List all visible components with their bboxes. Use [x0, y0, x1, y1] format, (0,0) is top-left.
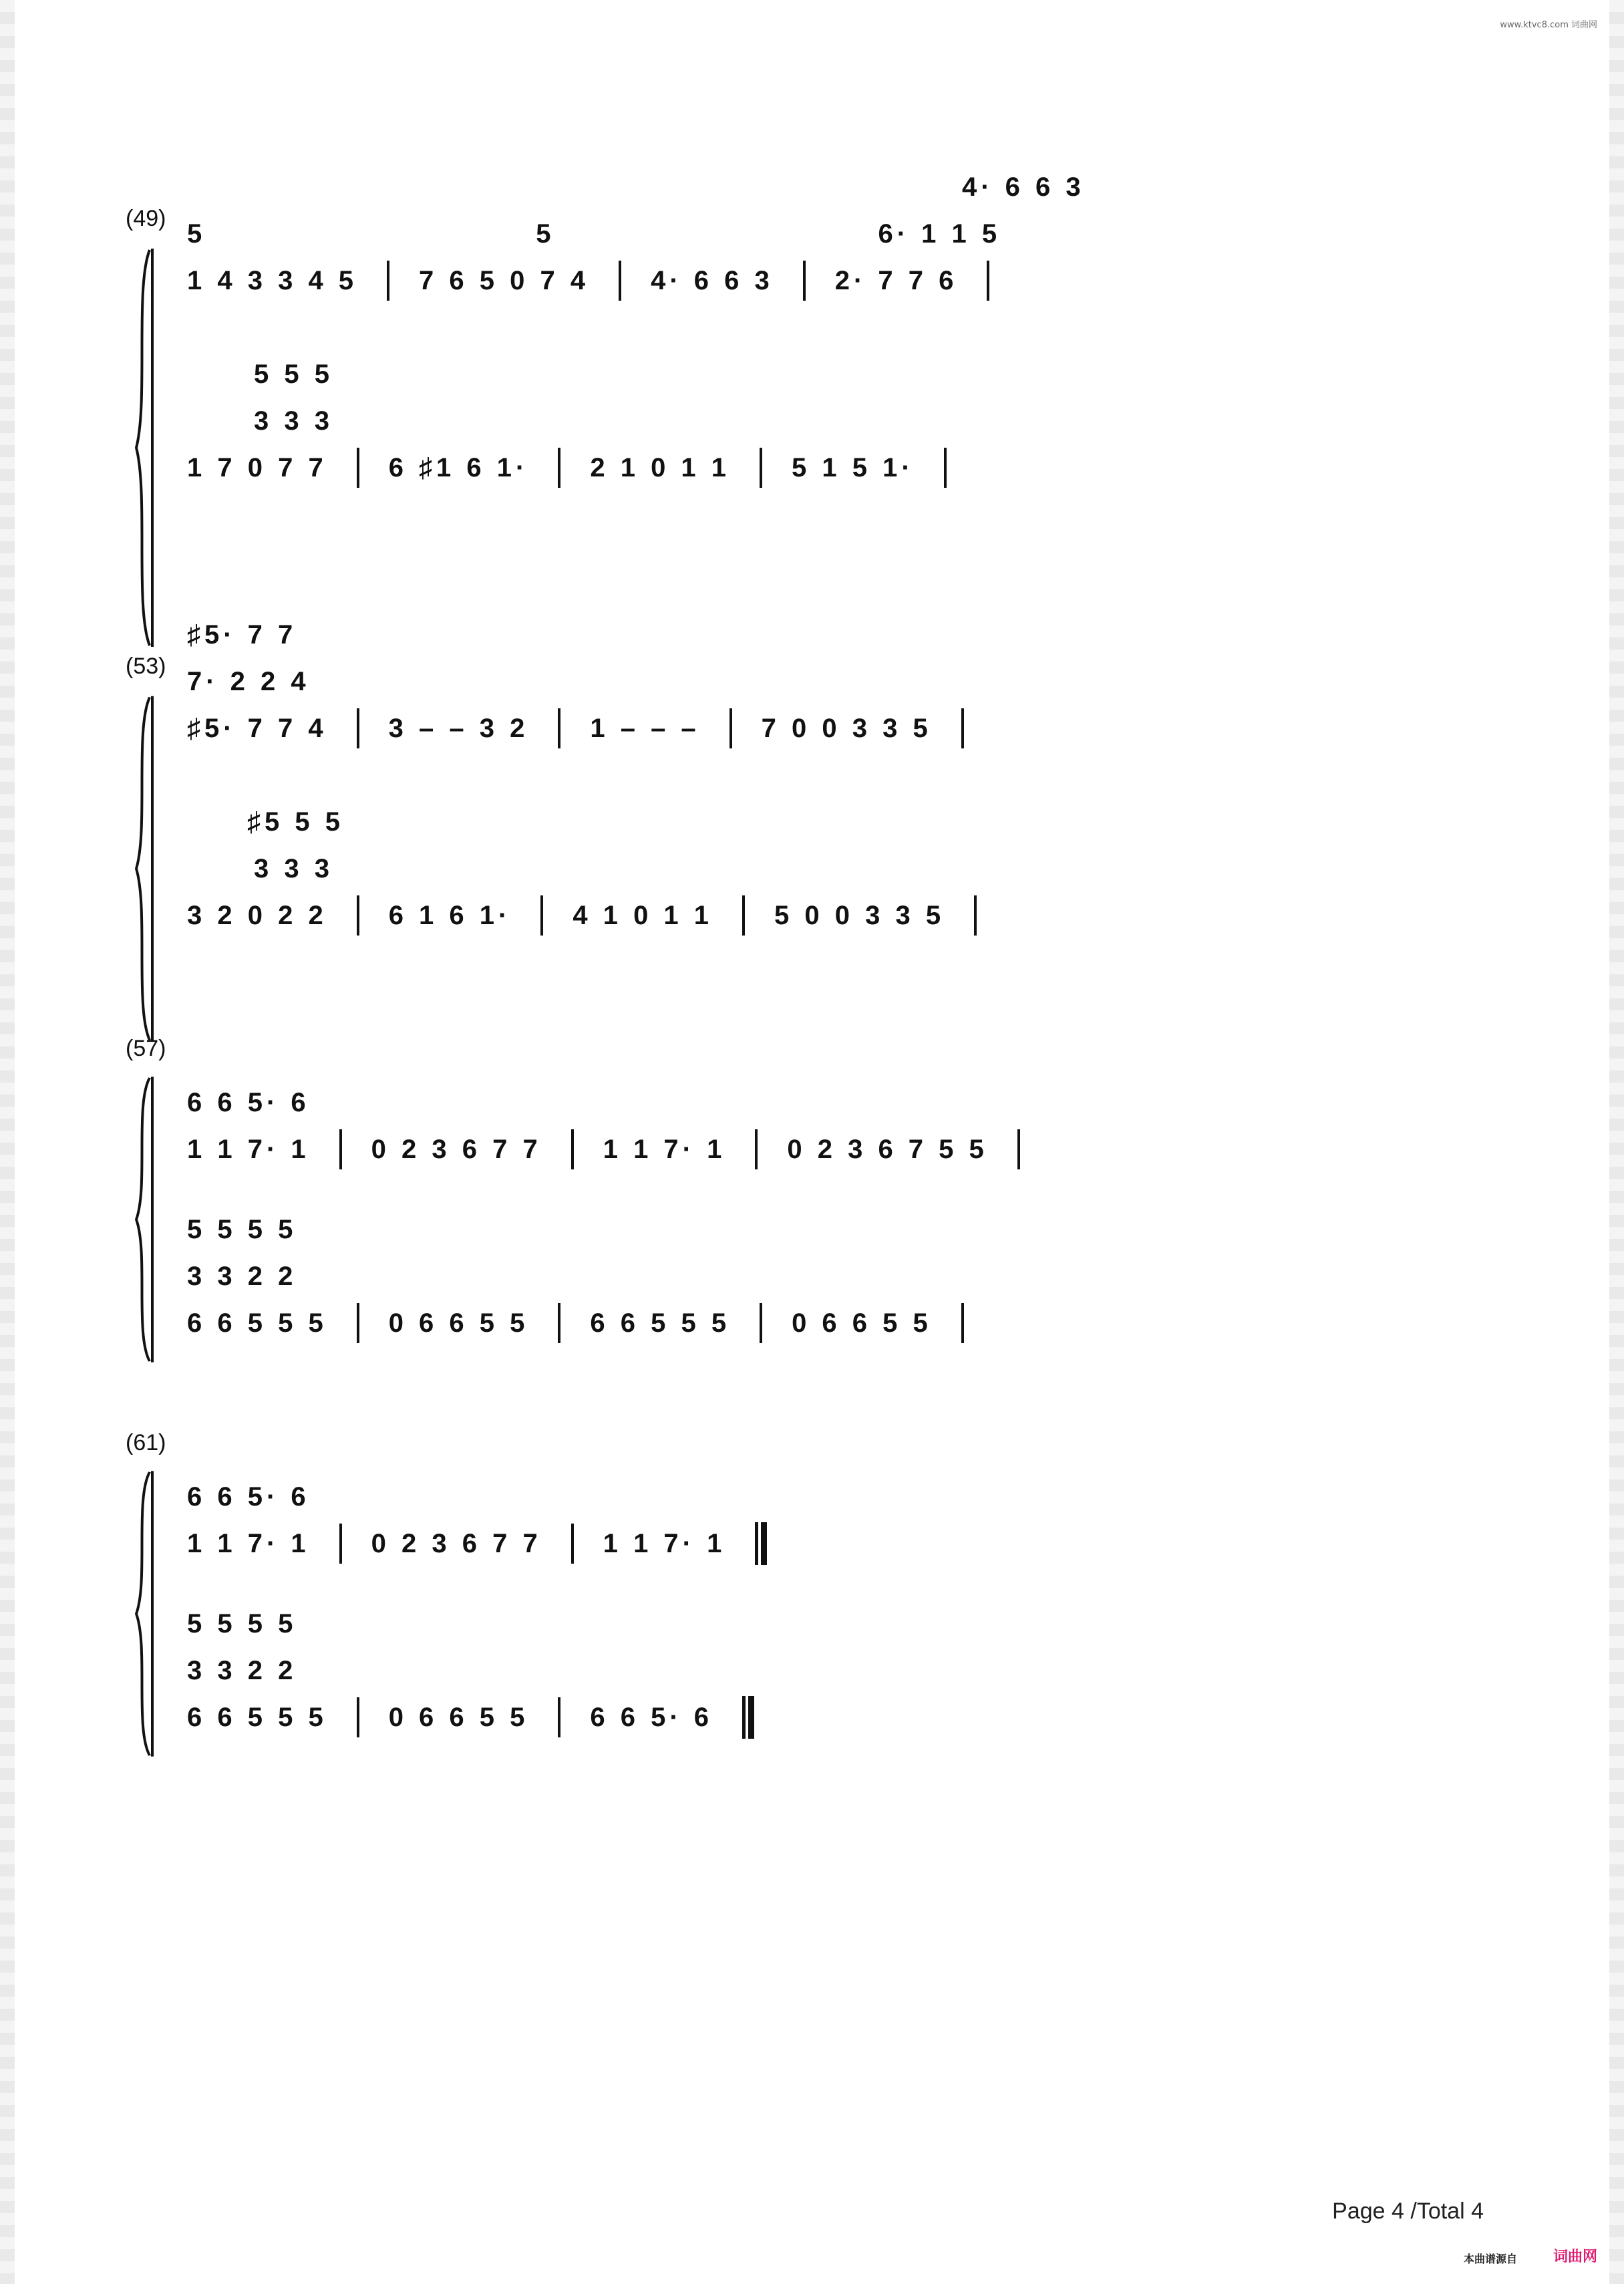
notes: 0 6 6 5 5 [792, 1308, 932, 1338]
notes: 6 6 5· 6 [187, 1481, 310, 1512]
notes: 6 6 5 5 5 [187, 1702, 327, 1732]
lower-staff-row-3 [187, 1303, 1496, 1343]
notes: 5 5 5 5 [187, 1608, 297, 1638]
barline [357, 1697, 359, 1737]
notes: 5 0 0 3 3 5 [774, 900, 945, 930]
notes: ♯5· 7 7 4 [187, 713, 327, 743]
lower-staff-row-1 [187, 1209, 1496, 1250]
system-61 [127, 1430, 1496, 1737]
left-margin-strip [0, 0, 15, 2284]
notes: 5 1 5 1· [792, 452, 915, 482]
upper-staff-row-1 [187, 167, 1496, 207]
barline [357, 1303, 359, 1343]
lower-staff-row-1 [187, 802, 1496, 842]
upper-staff-row-2 [187, 1524, 1496, 1564]
barline [944, 448, 947, 488]
notes: 1 4 3 3 4 5 [187, 265, 358, 295]
barline [558, 448, 560, 488]
notes: ♯5 5 5 [247, 807, 344, 837]
notes: 0 6 6 5 5 [388, 1308, 529, 1338]
notes: 2 1 0 1 1 [590, 452, 731, 482]
notes: 1 7 0 7 7 [187, 452, 327, 482]
barline [339, 1524, 342, 1564]
upper-staff-row-1 [187, 1477, 1496, 1517]
notes: 0 6 6 5 5 [388, 1702, 529, 1732]
notes: 6· 1 1 5 [878, 219, 1001, 249]
notes: 1 1 7· 1 [603, 1134, 726, 1164]
notes: ♯5· 7 7 [187, 619, 297, 650]
notes: 3 3 3 [254, 406, 333, 436]
lower-staff-row-3 [187, 1697, 1496, 1737]
lower-staff-row-3 [187, 448, 1496, 488]
notes: 5 5 5 [254, 359, 333, 389]
barline [571, 1524, 574, 1564]
brace [134, 695, 154, 1042]
notes: 1 1 7· 1 [187, 1528, 310, 1558]
measure-number: (61) [126, 1430, 166, 1455]
notes: 7· 2 2 4 [187, 666, 310, 696]
lower-staff-row-1 [187, 354, 1496, 394]
notes: 6 1 6 1· [388, 900, 512, 930]
site-tag: www.ktvc8.com 词曲网 [1500, 20, 1597, 30]
upper-staff-row-2 [187, 662, 1496, 702]
barline [803, 261, 806, 301]
system-49 [127, 147, 1496, 508]
barline [357, 895, 359, 936]
barline [961, 1303, 964, 1343]
brace [134, 1470, 154, 1757]
notes: 7 0 0 3 3 5 [761, 713, 932, 743]
upper-staff-row-2 [187, 214, 1496, 254]
notes: 3 2 0 2 2 [187, 900, 327, 930]
measure-number: (57) [126, 1036, 166, 1061]
barline [619, 261, 621, 301]
barline [755, 1129, 758, 1169]
barline [387, 261, 389, 301]
brace [134, 1076, 154, 1363]
notes: 7 6 5 0 7 4 [419, 265, 590, 295]
lower-staff-row-1 [187, 1604, 1496, 1644]
notes: 1 1 7· 1 [603, 1528, 726, 1558]
upper-staff-row-1 [187, 615, 1496, 655]
notes: 2· 7 7 6 [834, 265, 958, 295]
notes: 3 3 2 2 [187, 1261, 297, 1291]
upper-staff-row-1 [187, 1083, 1496, 1123]
lower-staff-row-3 [187, 895, 1496, 936]
barline [558, 1697, 560, 1737]
upper-staff-row-3 [187, 708, 1496, 748]
barline [974, 895, 977, 936]
lower-staff-row-2 [187, 849, 1496, 889]
notes: 6 6 5· 6 [590, 1702, 713, 1732]
system-57 [127, 1036, 1496, 1343]
notes: 5 [536, 219, 555, 249]
notes: 4· 6 6 3 [651, 265, 774, 295]
barline [760, 448, 762, 488]
system-53 [127, 595, 1496, 956]
notes: 3 3 2 2 [187, 1655, 297, 1685]
source-note: 本曲谱源自 [1463, 2254, 1517, 2265]
barline [540, 895, 543, 936]
final-barline [755, 1522, 767, 1565]
barline [339, 1129, 342, 1169]
notes: 6 ♯1 6 1· [388, 452, 529, 482]
notes: 6 6 5 5 5 [187, 1308, 327, 1338]
lower-staff-row-2 [187, 1256, 1496, 1296]
notes: 3 3 3 [254, 853, 333, 883]
lower-staff-row-2 [187, 1651, 1496, 1691]
right-margin-strip [1609, 0, 1624, 2284]
page-number: Page 4 /Total 4 [1332, 2198, 1484, 2224]
barline [961, 708, 964, 748]
measure-number: (49) [126, 206, 166, 231]
barline [742, 895, 745, 936]
barline [357, 708, 359, 748]
final-barline [742, 1696, 754, 1739]
notes: 4 1 0 1 1 [573, 900, 713, 930]
upper-staff-row-2 [187, 1129, 1496, 1169]
notes: 5 [187, 219, 206, 249]
notes: 6 6 5 5 5 [590, 1308, 731, 1338]
notes: 6 6 5· 6 [187, 1087, 310, 1117]
barline [760, 1303, 762, 1343]
notes: 3 – – 3 2 [388, 713, 529, 743]
notes: 1 – – – [590, 713, 700, 743]
notes: 4· 6 6 3 [962, 172, 1085, 202]
notes: 0 2 3 6 7 7 [371, 1528, 542, 1558]
notes: 1 1 7· 1 [187, 1134, 310, 1164]
barline [357, 448, 359, 488]
barline [558, 1303, 560, 1343]
barline [729, 708, 732, 748]
brace [134, 247, 154, 648]
upper-staff-row-3 [187, 261, 1496, 301]
notes: 0 2 3 6 7 7 [371, 1134, 542, 1164]
barline [987, 261, 989, 301]
measure-number: (53) [126, 654, 166, 679]
barline [571, 1129, 574, 1169]
lower-staff-row-2 [187, 401, 1496, 441]
barline [1017, 1129, 1020, 1169]
notes: 5 5 5 5 [187, 1214, 297, 1244]
barline [558, 708, 560, 748]
site-logo: 词曲网 [1553, 2248, 1597, 2265]
notes: 0 2 3 6 7 5 5 [787, 1134, 988, 1164]
